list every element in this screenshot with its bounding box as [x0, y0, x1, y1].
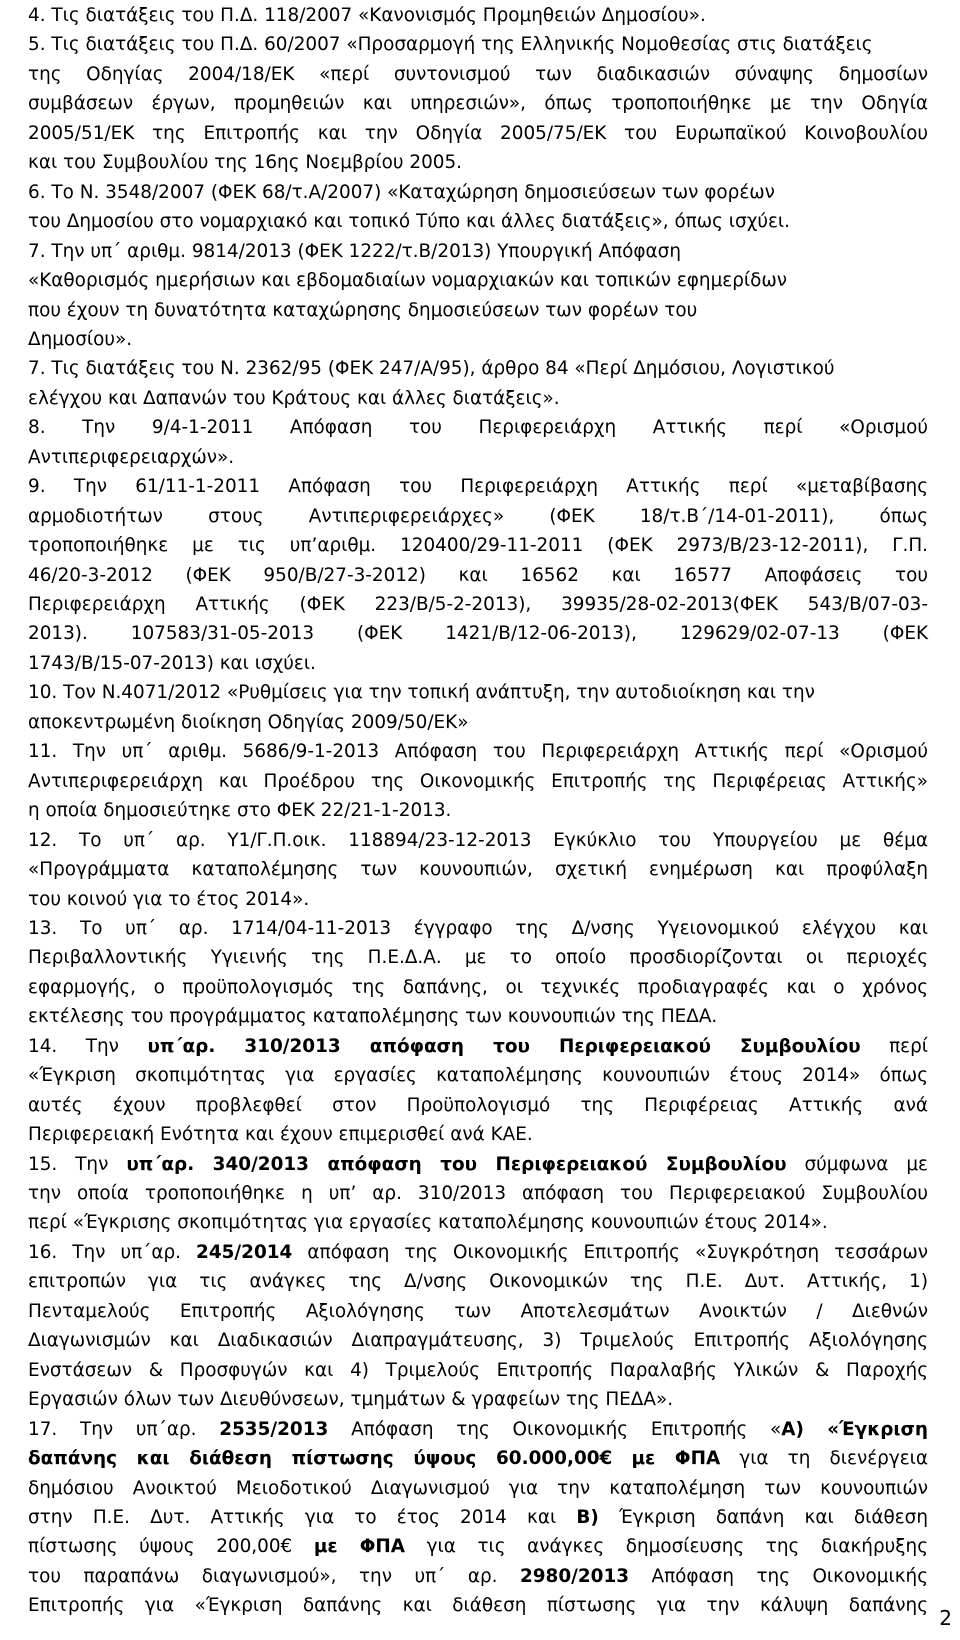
page-number: 2	[939, 1606, 952, 1630]
text-line: εκτέλεσης του προγράμματος καταπολέμησης των κουνουπιών της ΠΕΔΑ.	[28, 1006, 718, 1028]
text-line: 7. Την υπ΄ αριθμ. 9814/2013 (ΦΕΚ 1222/τ.Β/2013) Υπουργική Απόφαση	[28, 240, 681, 262]
text-line: Αντιπεριφερειάρχη και Προέδρου της Οικονομικής Επιτροπής της Περιφέρειας Αττικής»	[28, 770, 928, 792]
text-line: 11. Την υπ΄ αριθμ. 5686/9-1-2013 Απόφαση του Περιφερειάρχη Αττικής περί «Ορισμού	[28, 741, 928, 763]
text-line: η οποία δημοσιεύτηκε στο ΦΕΚ 22/21-1-2013.	[28, 800, 452, 822]
text-line: Εργασιών όλων των Διευθύνσεων, τμημάτων & γραφείων της ΠΕΔΑ».	[28, 1389, 674, 1411]
text-line: του παραπάνω διαγωνισμού», την υπ΄ αρ. 2980/2013 Απόφαση της Οικονομικής	[28, 1565, 928, 1587]
text-line: Περιβαλλοντικής Υγιεινής της Π.Ε.Δ.Α. με το οποίο προσδιορίζονται οι περιοχές	[28, 947, 928, 969]
text-line: 14. Την υπ΄αρ. 310/2013 απόφαση του Περιφερειακού Συμβουλίου περί	[28, 1035, 928, 1057]
text-line: «Έγκριση σκοπιμότητας για εργασίες καταπολέμησης κουνουπιών έτους 2014» όπως	[28, 1065, 928, 1087]
text-line: Επιτροπής για «Έγκριση δαπάνης και διάθεση πίστωσης για την κάλυψη δαπάνης	[28, 1595, 928, 1617]
text-line: τροποποιήθηκε με τις υπ’αριθμ. 120400/29-11-2011 (ΦΕΚ 2973/Β/23-12-2011), Γ.Π.	[28, 535, 928, 557]
text-line: περί «Έγκρισης σκοπιμότητας για εργασίες καταπολέμησης κουνουπιών έτους 2014».	[28, 1212, 828, 1234]
text-line: Πενταμελούς Επιτροπής Αξιολόγησης των Αποτελεσμάτων Ανοικτών / Διεθνών	[28, 1300, 928, 1322]
text-line: 2005/51/ΕΚ της Επιτροπής και την Οδηγία 2005/75/ΕΚ του Ευρωπαϊκού Κοινοβουλίου	[28, 122, 928, 144]
text-line: 16. Την υπ΄αρ. 245/2014 απόφαση της Οικονομικής Επιτροπής «Συγκρότηση τεσσάρων	[28, 1241, 928, 1263]
text-line: ελέγχου και Δαπανών του Κράτους και άλλες διατάξεις».	[28, 387, 560, 409]
text-line: 17. Την υπ΄αρ. 2535/2013 Απόφαση της Οικονομικής Επιτροπής «Α) «Έγκριση	[28, 1418, 928, 1440]
text-line: που έχουν τη δυνατότητα καταχώρησης δημοσιεύσεων των φορέων του	[28, 299, 698, 321]
text-line: του κοινού για το έτος 2014».	[28, 888, 310, 910]
text-line: 6. Το Ν. 3548/2007 (ΦΕΚ 68/τ.Α/2007) «Καταχώρηση δημοσιεύσεων των φορέων	[28, 181, 775, 203]
text-line: δημόσιου Ανοικτού Μειοδοτικού Διαγωνισμού για την καταπολέμηση των κουνουπιών	[28, 1477, 928, 1499]
text-line: 12. Το υπ΄ αρ. Υ1/Γ.Π.οικ. 118894/23-12-2013 Εγκύκλιο του Υπουργείου με θέμα	[28, 829, 928, 851]
text-line: του Δημοσίου στο νομαρχιακό και τοπικό Τύπο και άλλες διατάξεις», όπως ισχύει.	[28, 211, 790, 233]
text-line: 2013). 107583/31-05-2013 (ΦΕΚ 1421/Β/12-06-2013), 129629/02-07-13 (ΦΕΚ	[28, 623, 928, 645]
text-line: 1743/Β/15-07-2013) και ισχύει.	[28, 652, 316, 674]
text-line: 5. Τις διατάξεις του Π.Δ. 60/2007 «Προσαρμογή της Ελληνικής Νομοθεσίας στις διατάξεις	[28, 34, 873, 56]
text-line: πίστωσης ύψους 200,00€ με ΦΠΑ για τις ανάγκες δημοσίευσης της διακήρυξης	[28, 1536, 928, 1558]
text-line: 7. Τις διατάξεις του Ν. 2362/95 (ΦΕΚ 247/Α/95), άρθρο 84 «Περί Δημόσιου, Λογιστικού	[28, 358, 835, 380]
text-line: αρμοδιοτήτων στους Αντιπεριφερειάρχες» (ΦΕΚ 18/τ.Β΄/14-01-2011), όπως	[28, 505, 928, 527]
text-line: 10. Τον Ν.4071/2012 «Ρυθμίσεις για την τοπική ανάπτυξη, την αυτοδιοίκηση και την	[28, 682, 815, 704]
text-line: της Οδηγίας 2004/18/ΕΚ «περί συντονισμού των διαδικασιών σύναψης δημοσίων	[28, 63, 928, 85]
text-line: Περιφερειάρχη Αττικής (ΦΕΚ 223/Β/5-2-2013), 39935/28-02-2013(ΦΕΚ 543/Β/07-03-	[28, 594, 928, 615]
text-line: δαπάνης και διάθεση πίστωσης ύψους 60.000,00€ με ΦΠΑ για τη διενέργεια	[28, 1448, 929, 1470]
text-line: επιτροπών για τις ανάγκες της Δ/νσης Οικονομικών της Π.Ε. Δυτ. Αττικής, 1)	[28, 1271, 928, 1293]
text-line: Ενστάσεων & Προσφυγών και 4) Τριμελούς Επιτροπής Παραλαβής Υλικών & Παροχής	[28, 1359, 928, 1381]
text-line: Αντιπεριφερειαρχών».	[28, 446, 235, 468]
text-line: 4. Τις διατάξεις του Π.Δ. 118/2007 «Κανονισμός Προμηθειών Δημοσίου».	[28, 5, 706, 26]
text-line: 13. Το υπ΄ αρ. 1714/04-11-2013 έγγραφο της Δ/νσης Υγειονομικού ελέγχου και	[28, 917, 928, 939]
text-line: «Καθορισμός ημερήσιων και εβδομαδιαίων νομαρχιακών και τοπικών εφημερίδων	[28, 270, 788, 292]
text-line: Δημοσίου».	[28, 328, 133, 350]
text-line: αποκεντρωμένη διοίκηση Οδηγίας 2009/50/ΕΚ»	[28, 711, 469, 733]
text-line: Διαγωνισμών και Διαδικασιών Διαπραγμάτευσης, 3) Τριμελούς Επιτροπής Αξιολόγησης	[28, 1330, 928, 1352]
text-line: και του Συμβουλίου της 16ης Νοεμβρίου 2005.	[28, 152, 463, 174]
text-line: εφαρμογής, ο προϋπολογισμός της δαπάνης, οι τεχνικές προδιαγραφές και ο χρόνος	[28, 976, 928, 998]
text-line: αυτές έχουν προβλεφθεί στον Προϋπολογισμό της Περιφέρειας Αττικής ανά	[28, 1094, 928, 1116]
text-line: την οποία τροποποιήθηκε η υπ’ αρ. 310/2013 απόφαση του Περιφερειακού Συμβουλίου	[28, 1183, 928, 1204]
text-line: 15. Την υπ΄αρ. 340/2013 απόφαση του Περιφερειακού Συμβουλίου σύμφωνα με	[28, 1153, 928, 1175]
text-line: «Προγράμματα καταπολέμησης των κουνουπιών, σχετική ενημέρωση και προφύλαξη	[28, 859, 928, 881]
text-line: συμβάσεων έργων, προμηθειών και υπηρεσιών», όπως τροποποιήθηκε με την Οδηγία	[28, 93, 928, 115]
text-line: Περιφερειακή Ενότητα και έχουν επιμερισθεί ανά ΚΑΕ.	[28, 1124, 533, 1146]
text-line: 9. Την 61/11-1-2011 Απόφαση του Περιφερειάρχη Αττικής περί «μεταβίβασης	[28, 476, 928, 498]
text-line: 46/20-3-2012 (ΦΕΚ 950/Β/27-3-2012) και 16562 και 16577 Αποφάσεις του	[28, 564, 928, 586]
text-line: 8. Την 9/4-1-2011 Απόφαση του Περιφερειάρχη Αττικής περί «Ορισμού	[28, 417, 928, 439]
text-line: στην Π.Ε. Δυτ. Αττικής για το έτος 2014 και Β) Έγκριση δαπάνη και διάθεση	[28, 1506, 928, 1528]
